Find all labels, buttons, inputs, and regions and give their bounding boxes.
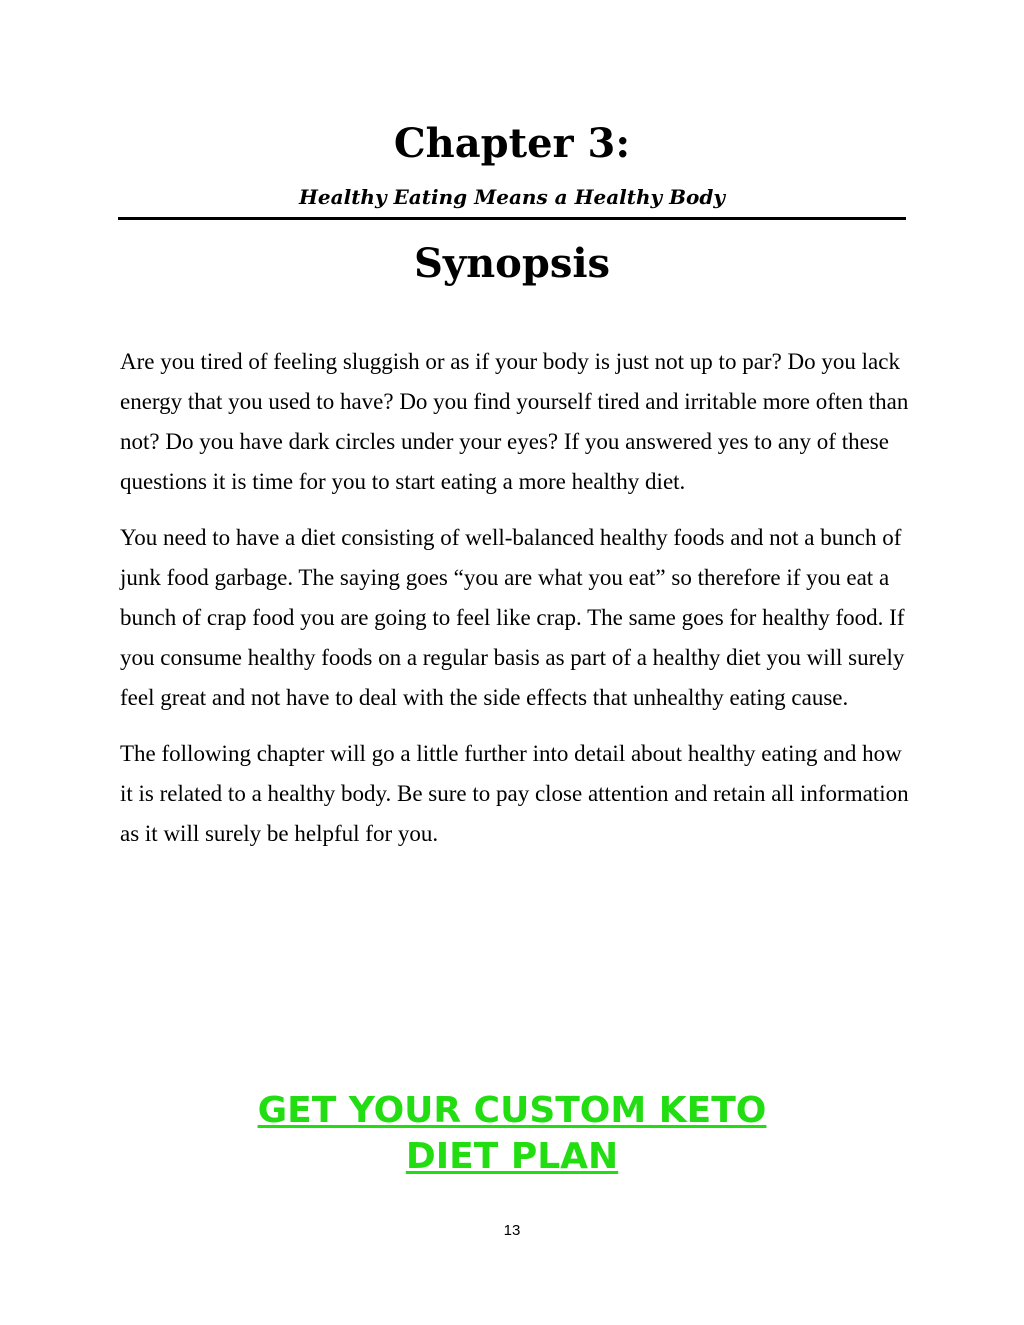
section-title: Synopsis [413, 240, 611, 287]
body-text [120, 342, 910, 870]
keto-plan-link-block [0, 1088, 1024, 1180]
chapter-title: Chapter 3: [393, 120, 631, 167]
divider-rule [118, 217, 906, 220]
body-paragraph-3: The following chapter will go a little further into detail about healthy eating and how it is related to a healthy body. Be sure to pay close attention and retain all information as it will surely be helpful for you. [120, 741, 909, 846]
page-number: 13 [503, 1222, 521, 1239]
body-paragraph-1: Are you tired of feeling sluggish or as if your body is just not up to par? Do you lack energy that you used to have? Do you find yourself tired and irritable more often than not? Do you have dark circles under your eyes? If you answered yes to any of these questions it is time for you to start eating a more healthy diet. [120, 349, 909, 494]
chapter-subtitle: Healthy Eating Means a Healthy Body [299, 185, 725, 209]
keto-plan-link-line-1[interactable]: GET YOUR CUSTOM KETO [257, 1090, 767, 1131]
body-paragraph-2: You need to have a diet consisting of well-balanced healthy foods and not a bunch of junk food garbage. The saying goes “you are what you eat” so therefore if you eat a bunch of crap food you are going to feel like crap. The same goes for healthy food. If you consume healthy foods on a regular basis as part of a healthy diet you will surely feel great and not have to deal with the side effects that unhealthy eating cause. [120, 525, 905, 710]
keto-plan-link-line-2[interactable]: DIET PLAN [405, 1136, 619, 1177]
